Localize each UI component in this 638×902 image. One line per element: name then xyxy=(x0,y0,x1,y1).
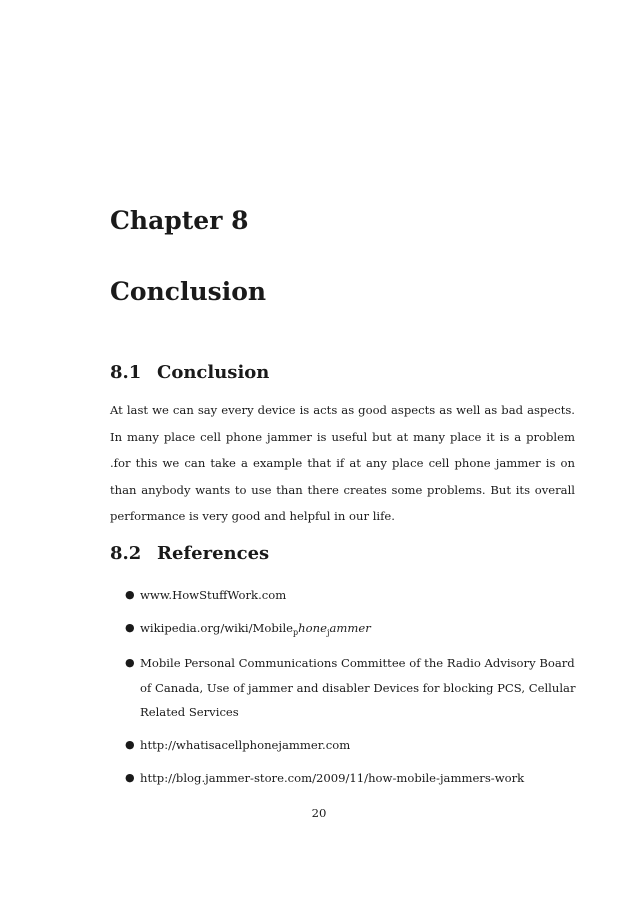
reference-subscript: j xyxy=(326,628,330,637)
bullet-icon: ● xyxy=(125,588,135,601)
reference-item xyxy=(110,651,576,725)
reference-text xyxy=(140,621,371,635)
reference-subscript: p xyxy=(293,628,299,637)
bullet-icon: ● xyxy=(125,771,135,784)
reference-text-prefix: wikipedia.org/wiki/Mobile xyxy=(140,621,294,635)
chapter-title: Conclusion xyxy=(110,277,267,306)
bullet-icon: ● xyxy=(125,738,135,751)
section-number: 8.2 xyxy=(110,543,142,564)
section-heading-references xyxy=(110,542,269,566)
section-heading-conclusion xyxy=(110,361,269,385)
reference-italic: hone xyxy=(298,621,327,635)
reference-text: http://whatisacellphonejammer.com xyxy=(140,738,351,752)
reference-text: Mobile Personal Communications Committee of the Radio Advisory Board of Canada, Use of jammer and disabler Devices for blocking PCS, Cellular Related Services xyxy=(140,656,576,719)
reference-italic: ammer xyxy=(329,621,371,635)
section-number: 8.1 xyxy=(110,362,142,383)
section-title: Conclusion xyxy=(157,362,270,383)
bullet-icon: ● xyxy=(125,621,135,634)
section-title: References xyxy=(157,543,270,564)
reference-item xyxy=(110,583,576,608)
reference-item xyxy=(110,766,576,791)
conclusion-paragraph: At last we can say every device is acts as good aspects as well as bad aspects. In many place cell phone jammer is useful but at many place it is a problem .for this we can take a example that if at any place cell phone jammer is on than anybody wants to use than there creates some problems. But its overall performance is very good and helpful in our life. xyxy=(110,403,575,523)
reference-item xyxy=(110,733,576,758)
references-list xyxy=(110,583,576,799)
reference-item xyxy=(110,616,576,643)
bullet-icon: ● xyxy=(125,656,135,669)
reference-text: http://blog.jammer-store.com/2009/11/how-mobile-jammers-work xyxy=(140,771,525,785)
page-number: 20 xyxy=(311,806,327,820)
reference-text: www.HowStuffWork.com xyxy=(140,588,287,602)
chapter-label: Chapter 8 xyxy=(110,206,249,235)
